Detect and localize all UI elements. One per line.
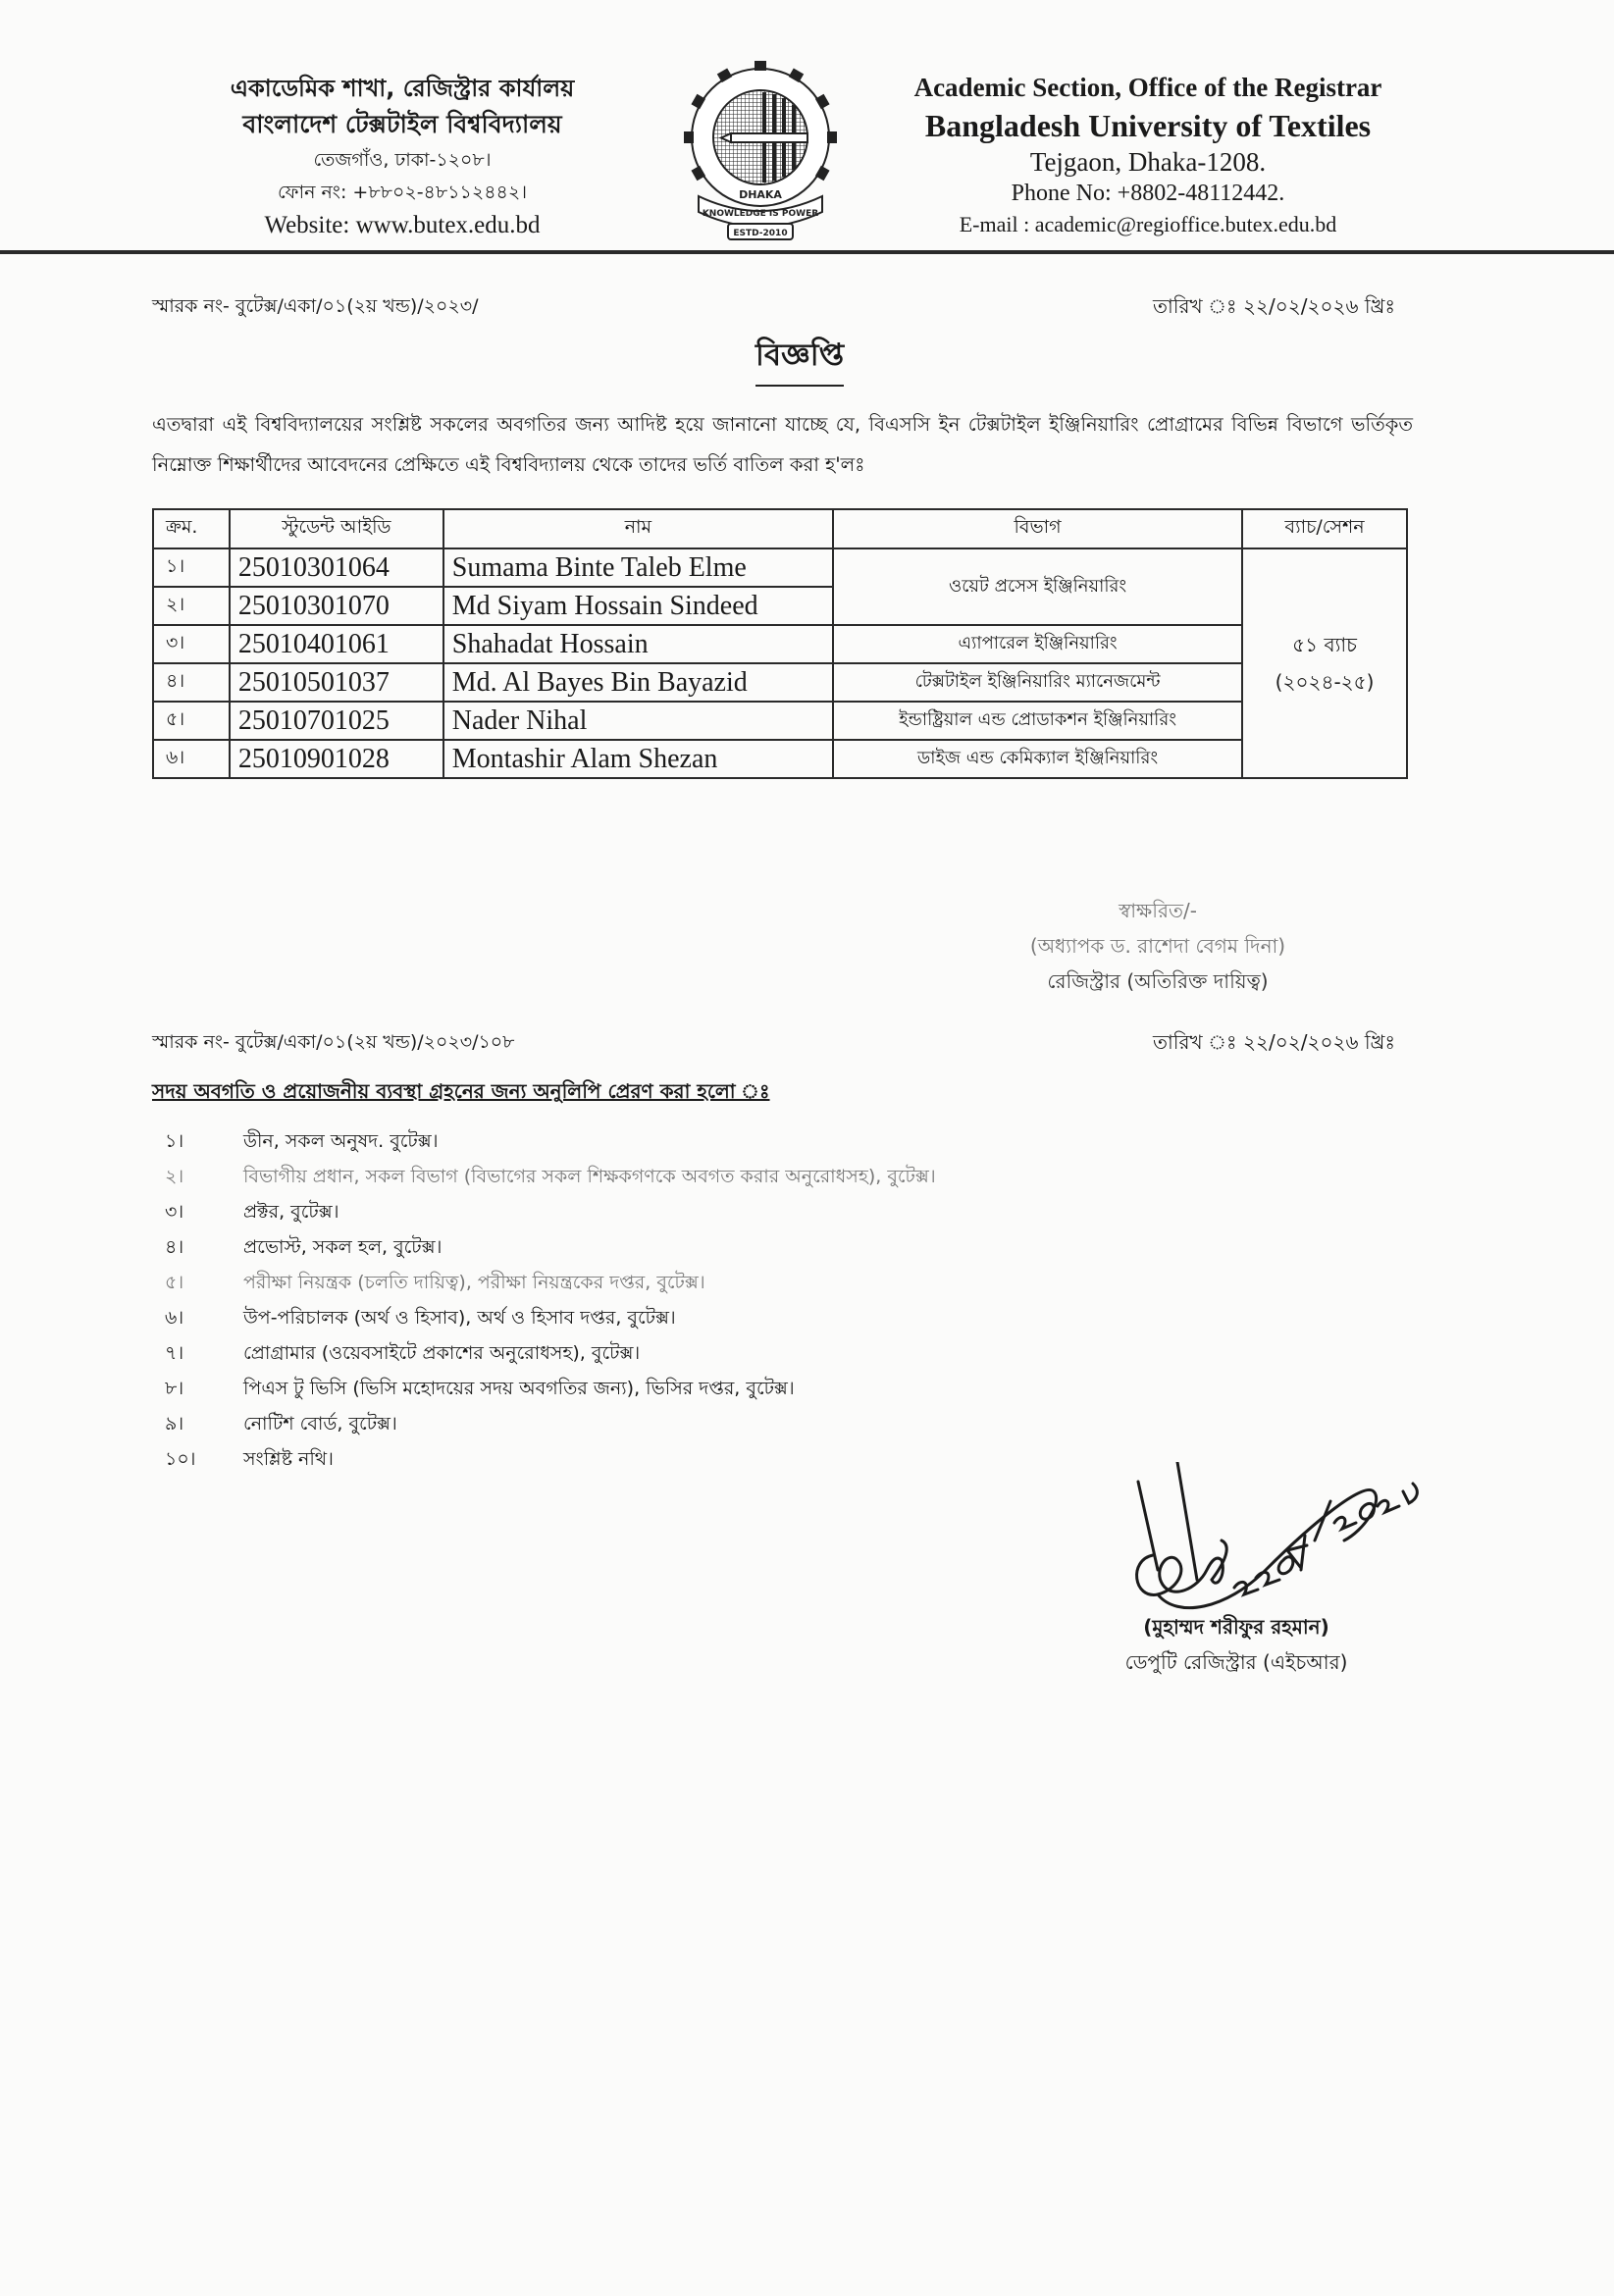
cell-serial: ৫। (153, 702, 230, 740)
cell-name: Montashir Alam Shezan (443, 740, 833, 778)
list-item (165, 1159, 936, 1194)
list-item (165, 1371, 936, 1406)
cell-serial: ১। (153, 548, 230, 587)
col-header-serial: ক্রম. (153, 509, 230, 548)
signature-scribble-icon (1119, 1462, 1452, 1629)
registrar-name: (অধ্যাপক ড. রাশেদা বেগম দিনা) (1029, 934, 1286, 958)
table-row (153, 702, 1407, 740)
table-header-row (153, 509, 1407, 548)
cell-student-id: 25010301070 (230, 587, 443, 625)
cell-name: Shahadat Hossain (443, 625, 833, 663)
signed-label: স্বাক্ষরিত/- (1119, 899, 1197, 922)
notice-title: বিজ্ঞপ্তি (755, 332, 844, 387)
header-divider (0, 250, 1614, 254)
header-university-bn: বাংলাদেশ টেক্সটাইল বিশ্ববিদ্যালয় (242, 110, 562, 138)
list-item-number: ৪। (165, 1236, 184, 1258)
copy-distribution-list (165, 1123, 936, 1477)
header-university-en: Bangladesh University of Textiles (924, 108, 1372, 143)
list-item-number: ৬। (165, 1307, 184, 1329)
svg-text:DHAKA: DHAKA (739, 188, 782, 201)
cancelled-admissions-table (152, 508, 1408, 779)
header-phone-en: Phone No: +8802-48112442. (1011, 181, 1285, 206)
col-header-name: নাম (443, 509, 833, 548)
handwritten-signature (1119, 1462, 1452, 1629)
list-item-text: বিভাগীয় প্রধান, সকল বিভাগ (বিভাগের সকল শিক্ষকগণকে অবগত করার অনুরোধসহ), বুটেক্স। (243, 1166, 936, 1187)
cell-student-id: 25010901028 (230, 740, 443, 778)
university-logo-icon (677, 57, 844, 243)
cell-name: Sumama Binte Taleb Elme (443, 548, 833, 587)
cell-student-id: 25010401061 (230, 625, 443, 663)
table-row (153, 548, 1407, 587)
signatory-role: ডেপুটি রেজিস্ট্রার (এইচআর) (1124, 1650, 1348, 1674)
cell-name: Md Siyam Hossain Sindeed (443, 587, 833, 625)
list-item-text: সংশ্লিষ্ট নথি। (243, 1448, 334, 1470)
cell-student-id: 25010501037 (230, 663, 443, 702)
list-item-text: প্রক্টর, বুটেক্স। (243, 1201, 339, 1223)
list-item-text: উপ-পরিচালক (অর্থ ও হিসাব), অর্থ ও হিসাব দপ্তর, বুটেক্স। (243, 1307, 676, 1329)
list-item-text: প্রভোস্ট, সকল হল, বুটেক্স। (243, 1236, 443, 1258)
university-logo (677, 57, 844, 243)
cell-department: ইন্ডাষ্ট্রিয়াল এন্ড প্রোডাকশন ইঞ্জিনিয়ারিং (833, 702, 1242, 740)
memo-reference-bottom: স্মারক নং- বুটেক্স/একা/০১(২য় খন্ড)/২০২৩/১০৮ (152, 1031, 515, 1053)
cell-batch-session (1242, 548, 1407, 778)
list-item-number: ২। (165, 1166, 184, 1187)
header-phone-bn: ফোন নং: +৮৮০২-৪৮১১২৪৪২। (277, 182, 528, 203)
cell-department: এ্যাপারেল ইঞ্জিনিয়ারিং (833, 625, 1242, 663)
list-item (165, 1265, 936, 1300)
batch-label: ৫১ ব্যাচ (1292, 633, 1357, 656)
cell-student-id: 25010701025 (230, 702, 443, 740)
cell-name: Md. Al Bayes Bin Bayazid (443, 663, 833, 702)
cell-serial: ২। (153, 587, 230, 625)
memo-date-bottom: তারিখ ঃ ২২/০২/২০২৬ খ্রিঃ (1153, 1030, 1396, 1054)
list-item-text: প্রোগ্রামার (ওয়েবসাইটে প্রকাশের অনুরোধসহ), বুটেক্স। (243, 1342, 641, 1364)
col-header-department: বিভাগ (833, 509, 1242, 548)
list-item (165, 1300, 936, 1335)
memo-date-top: তারিখ ঃ ২২/০২/২০২৬ খ্রিঃ (1153, 294, 1396, 318)
list-item-number: ৯। (165, 1413, 184, 1435)
list-item-number: ৮। (165, 1378, 184, 1399)
notice-paragraph: এতদ্বারা এই বিশ্ববিদ্যালয়ের সংশ্লিষ্ট সকলের অবগতির জন্য আদিষ্ট হয়ে জানানো যাচ্ছে যে, বিএসসি ইন টেক্সটাইল ইঞ্জিনিয়ারিং প্রোগ্রামের বিভিন্ন বিভাগে ভর্তিকৃত নিম্নোক্ত শিক্ষার্থীদের আবেদনের প্রেক্ষিতে এই বিশ্ববিদ্যালয় থেকে তাদের ভর্তি বাতিল করা হ'লঃ (152, 413, 1413, 476)
header-section-bn: একাডেমিক শাখা, রেজিস্ট্রার কার্যালয় (230, 75, 575, 102)
session-label: (২০২৪-২৫) (1275, 670, 1375, 694)
list-item-number: ১। (165, 1130, 184, 1152)
header-address-bn: তেজগাঁও, ঢাকা-১২০৮। (313, 149, 492, 171)
header-address-en: Tejgaon, Dhaka-1208. (1029, 147, 1267, 177)
header-website: Website: www.butex.edu.bd (264, 212, 541, 238)
list-item-text: পিএস টু ভিসি (ভিসি মহোদয়ের সদয় অবগতির জন্য), ভিসির দপ্তর, বুটেক্স। (243, 1378, 795, 1399)
table-row (153, 625, 1407, 663)
list-item (165, 1194, 936, 1229)
table-row (153, 663, 1407, 702)
list-item (165, 1335, 936, 1371)
list-item-text: ডীন, সকল অনুষদ. বুটেক্স। (243, 1130, 439, 1152)
col-header-batch: ব্যাচ/সেশন (1242, 509, 1407, 548)
cell-department: টেক্সটাইল ইঞ্জিনিয়ারিং ম্যানেজমেন্ট (833, 663, 1242, 702)
table-row (153, 740, 1407, 778)
cell-serial: ৬। (153, 740, 230, 778)
list-item-text: পরীক্ষা নিয়ন্ত্রক (চলতি দায়িত্ব), পরীক্ষা নিয়ন্ত্রকের দপ্তর, বুটেক্স। (243, 1272, 705, 1293)
header-bangla (196, 71, 608, 243)
memo-reference-top: স্মারক নং- বুটেক্স/একা/০১(২য় খন্ড)/২০২৩/ (152, 295, 479, 317)
header-english (883, 69, 1413, 240)
header-section-en: Academic Section, Office of the Registrar (913, 73, 1382, 102)
cell-student-id: 25010301064 (230, 548, 443, 587)
list-item-text: নোটিশ বোর্ড, বুটেক্স। (243, 1413, 397, 1435)
registrar-signature-block (942, 893, 1374, 999)
header-email: E-mail : academic@regioffice.butex.edu.bd (959, 212, 1337, 236)
list-item-number: ৭। (165, 1342, 184, 1364)
list-item (165, 1123, 936, 1159)
cell-department: ওয়েট প্রসেস ইঞ্জিনিয়ারিং (833, 548, 1242, 625)
cell-serial: ৩। (153, 625, 230, 663)
cell-department: ডাইজ এন্ড কেমিক্যাল ইঞ্জিনিয়ারিং (833, 740, 1242, 778)
svg-text:KNOWLEDGE IS POWER: KNOWLEDGE IS POWER (702, 209, 819, 219)
registrar-role: রেজিস্ট্রার (অতিরিক্ত দায়িত্ব) (1047, 969, 1269, 993)
list-item-number: ৩। (165, 1201, 184, 1223)
list-item-number: ১০। (165, 1448, 196, 1470)
list-item-number: ৫। (165, 1272, 184, 1293)
cell-serial: ৪। (153, 663, 230, 702)
list-item (165, 1229, 936, 1265)
signatory-name: (মুহাম্মদ শরীফুর রহমান) (1143, 1615, 1329, 1639)
cell-name: Nader Nihal (443, 702, 833, 740)
copy-distribution-heading: সদয় অবগতি ও প্রয়োজনীয় ব্যবস্থা গ্রহনের জন্য অনুলিপি প্রেরণ করা হলো ঃ (152, 1079, 770, 1103)
col-header-student-id: স্টুডেন্ট আইডি (230, 509, 443, 548)
svg-text:ESTD-2010: ESTD-2010 (733, 229, 788, 238)
list-item (165, 1441, 936, 1477)
list-item (165, 1406, 936, 1441)
